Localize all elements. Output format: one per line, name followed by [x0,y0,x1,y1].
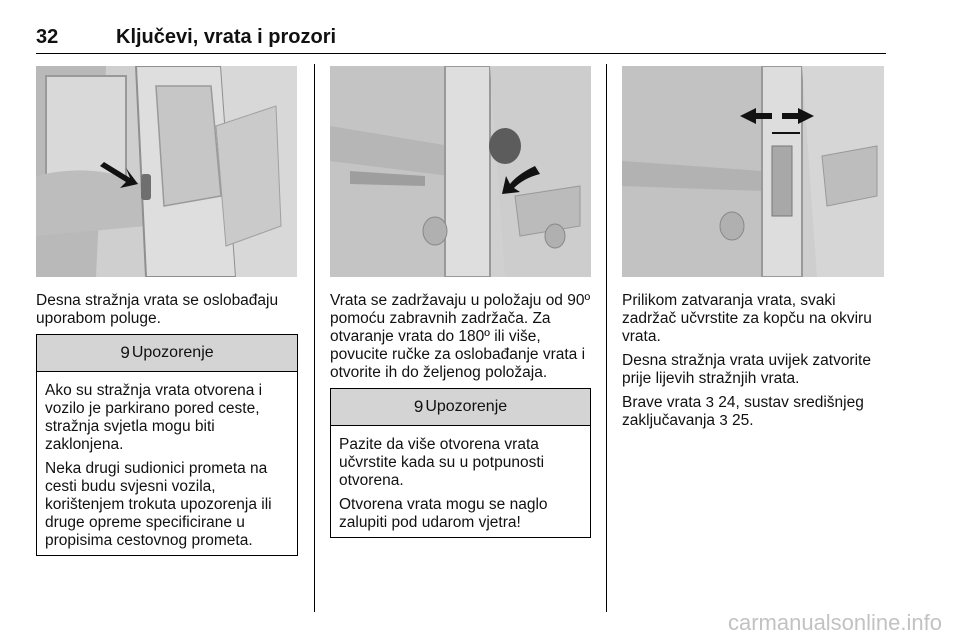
header-rule [36,53,886,54]
warning-body [37,372,297,562]
col3-paragraph-3-text: Brave vrata [622,394,702,411]
column-divider [314,64,315,612]
col2-caption [330,292,594,388]
col1-caption [36,292,301,334]
cross-reference-icon: 3 [705,394,714,411]
warning-icon: 9 [120,343,130,362]
warning-body [331,426,590,544]
warning-box-2 [330,388,591,538]
photo-door-release-lever [36,66,297,277]
watermark: carmanualsonline.info [727,610,942,635]
col3-paragraph-3 [622,394,886,430]
photo-door-retainer-illustration [330,66,591,277]
photo-door-clip-illustration [622,66,884,277]
warning-header [37,335,297,372]
col3-text [622,292,886,436]
warning-title: Upozorenje [131,344,214,361]
cross-reference-link[interactable]: 25. [732,412,754,429]
warning-header [331,389,590,426]
col1-caption-text: Desna stražnja vrata se oslobađaju uporabom poluge. [36,292,279,327]
column-divider [606,64,607,612]
photo-door-lever-illustration [36,66,297,277]
warning-icon: 9 [413,397,424,416]
warning-paragraph: Ako su stražnja vrata otvorena i vozilo je parkirano pored ceste, stražnja svjetla mogu biti zaklonjena. [45,382,263,453]
cross-reference-link[interactable]: 24, sustav središnjeg zaključavanja [622,394,864,429]
page-number: 32 [36,26,59,48]
page-header [36,26,886,52]
col3-paragraph-2: Desna stražnja vrata uvijek zatvorite prije lijevih stražnjih vrata. [622,352,871,387]
warning-paragraph: Otvorena vrata mogu se naglo zalupiti pod udarom vjetra! [339,496,548,531]
page-title: Ključevi, vrata i prozori [116,26,337,48]
cross-reference-icon: 3 [719,412,728,429]
photo-door-clip [622,66,884,277]
col3-paragraph-1: Prilikom zatvaranja vrata, svaki zadržač učvrstite za kopču na okviru vrata. [622,292,872,345]
warning-box-1 [36,334,298,556]
col2-caption-text: Vrata se zadržavaju u položaju od 90º pomoću zabravnih zadržača. Za otvaranje vrata do 180º ili više, povucite ručke za oslobađanje vrata i otvorite ih do željenog položaja. [330,292,591,381]
warning-paragraph: Pazite da više otvorena vrata učvrstite kada su u potpunosti otvorena. [339,436,545,489]
photo-door-retainer [330,66,591,277]
warning-title: Upozorenje [425,398,508,415]
warning-paragraph: Neka drugi sudionici prometa na cesti budu svjesni vozila, korištenjem trokuta upozorenja ili druge opreme specificirane u propisima cestovnog prometa. [45,460,272,549]
